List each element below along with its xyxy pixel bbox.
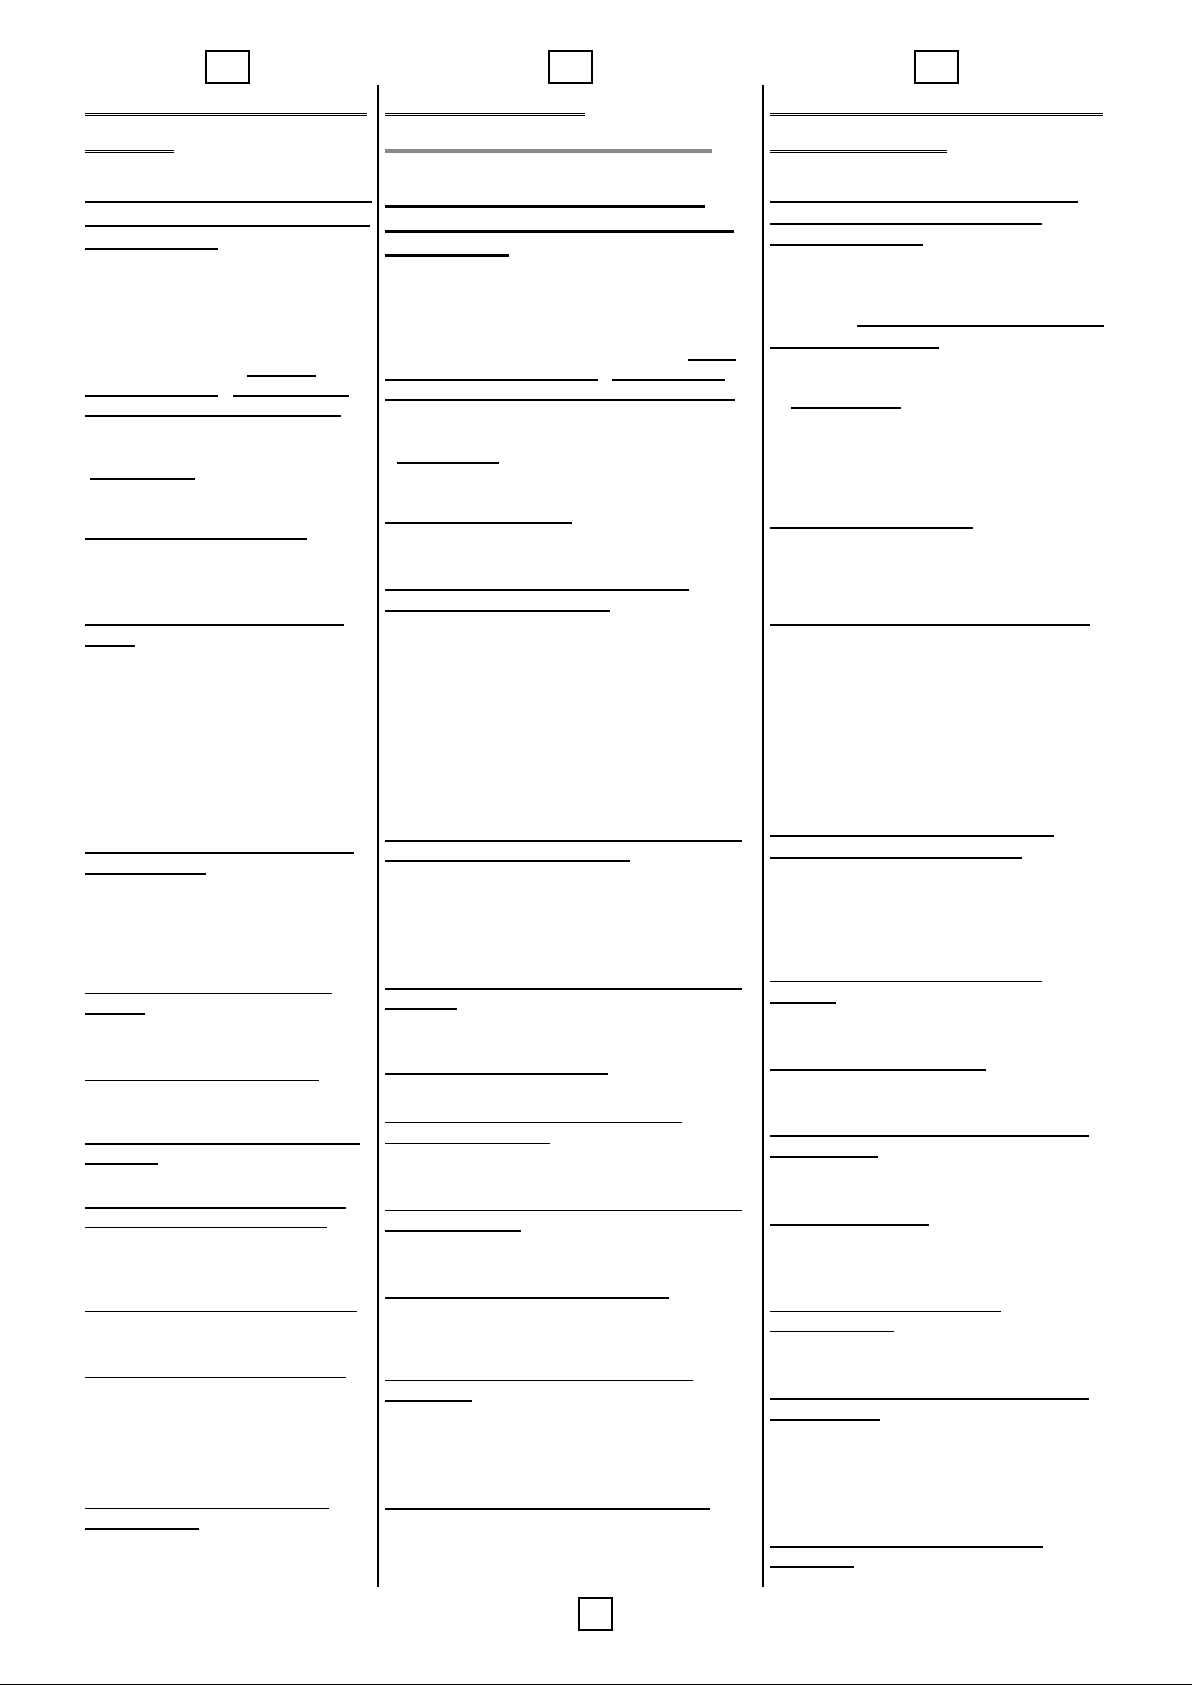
text-line (85, 993, 332, 994)
text-line (791, 407, 901, 409)
column-2-label-box (548, 50, 593, 84)
column-divider-right (762, 85, 764, 1587)
text-line (85, 645, 135, 647)
text-line (770, 835, 1054, 837)
text-line (85, 225, 370, 227)
column-1-label-box (205, 50, 250, 84)
text-line (770, 1311, 1001, 1312)
text-line (85, 248, 218, 250)
text-line (385, 1230, 521, 1232)
text-line (770, 244, 923, 246)
text-line (612, 379, 725, 381)
text-line (770, 1546, 1043, 1548)
text-line (770, 1069, 986, 1071)
column-3-label-box (914, 50, 959, 84)
text-line (770, 201, 1078, 203)
text-line (770, 624, 1090, 626)
text-line (85, 1013, 145, 1015)
text-line (385, 860, 630, 862)
text-line (385, 205, 705, 208)
text-line (688, 359, 736, 361)
text-line (247, 375, 316, 377)
text-line (85, 1080, 319, 1081)
subheading-rule (770, 150, 947, 153)
text-line (385, 379, 598, 381)
heading-rule (385, 113, 585, 116)
text-line (385, 988, 742, 990)
text-line (770, 1224, 929, 1226)
text-line (770, 527, 973, 529)
text-line (385, 254, 509, 257)
text-line (85, 873, 206, 875)
text-line (385, 1400, 472, 1402)
text-line (385, 1380, 693, 1381)
text-line (85, 1227, 327, 1228)
text-line (770, 1398, 1089, 1400)
text-line (85, 1377, 346, 1378)
text-line (85, 1311, 357, 1312)
text-line (770, 1156, 878, 1158)
text-line (385, 522, 572, 524)
text-line (770, 223, 1042, 225)
text-line (385, 1210, 742, 1211)
text-line (385, 1073, 608, 1075)
text-line (385, 230, 734, 233)
subheading-rule (385, 149, 712, 153)
subheading-rule (85, 150, 174, 153)
text-line (770, 1135, 1089, 1137)
heading-rule (85, 113, 367, 116)
text-line (85, 395, 218, 397)
text-line (85, 538, 307, 540)
text-line (85, 852, 354, 854)
text-line (385, 1143, 550, 1144)
text-line (770, 1331, 894, 1332)
text-line (770, 1419, 880, 1421)
text-line (385, 1008, 457, 1010)
text-line (85, 1508, 329, 1509)
text-line (770, 1002, 836, 1004)
text-line (385, 399, 735, 401)
text-line (85, 201, 372, 203)
text-line (385, 1508, 710, 1510)
text-line (397, 462, 499, 464)
text-line (85, 1207, 346, 1209)
text-line (385, 840, 742, 842)
text-line (385, 589, 689, 591)
text-line (85, 415, 341, 417)
text-line (770, 347, 939, 349)
text-line (90, 478, 195, 480)
column-divider-left (377, 85, 379, 1587)
text-line (385, 1297, 669, 1299)
text-line (85, 1528, 199, 1530)
text-line (770, 1566, 854, 1568)
text-line (770, 981, 1042, 982)
text-line (85, 1143, 360, 1145)
heading-rule (770, 113, 1103, 116)
text-line (770, 857, 1022, 859)
text-line (85, 624, 344, 626)
text-line (385, 1122, 682, 1123)
page-number-box (578, 1597, 613, 1631)
text-line (85, 1163, 158, 1165)
text-line (385, 610, 610, 612)
text-line (857, 325, 1104, 327)
text-line (233, 395, 349, 397)
